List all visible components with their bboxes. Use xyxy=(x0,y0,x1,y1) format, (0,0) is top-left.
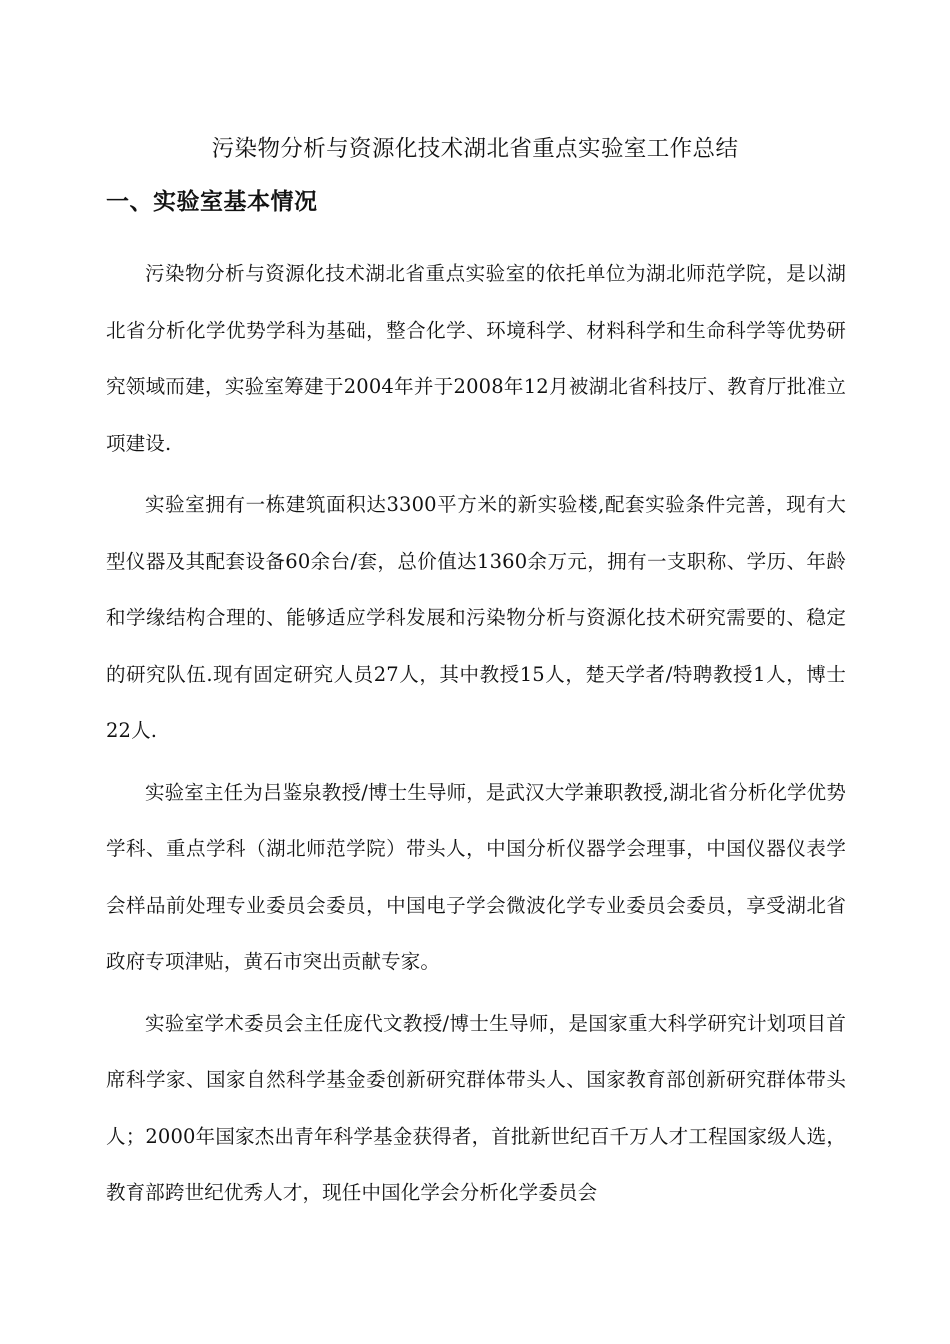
paragraph-committee-chair: 实验室学术委员会主任庞代文教授/博士生导师，是国家重大科学研究计划项目首席科学家、国家自然科学基金委创新研究群体带头人、国家教育部创新研究群体带头人；2000年国家杰出青年科学基金获得者，首批新世纪百千万人才工程国家级人选，教育部跨世纪优秀人才，现任中国化学会分析化学委员会 xyxy=(106,1011,846,1204)
section-heading-basic-info: 一、实验室基本情况 xyxy=(106,189,318,215)
paragraph-lab-director: 实验室主任为吕鉴泉教授/博士生导师，是武汉大学兼职教授,湖北省分析化学优势学科、重点学科（湖北师范学院）带头人，中国分析仪器学会理事，中国仪器仪表学会样品前处理专业委员会委员，中国电子学会微波化学专业委员会委员，享受湖北省政府专项津贴，黄石市突出贡献专家。 xyxy=(106,780,846,973)
section-body xyxy=(106,246,846,1227)
paragraph-lab-overview: 污染物分析与资源化技术湖北省重点实验室的依托单位为湖北师范学院，是以湖北省分析化学优势学科为基础，整合化学、环境科学、材料科学和生命科学等优势研究领域而建，实验室筹建于2004年并于2008年12月被湖北省科技厅、教育厅批准立项建设. xyxy=(106,262,846,455)
paragraph-facilities-staff: 实验室拥有一栋建筑面积达3300平方米的新实验楼,配套实验条件完善，现有大型仪器及其配套设备60余台/套，总价值达1360余万元，拥有一支职称、学历、年龄和学缘结构合理的、能够适应学科发展和污染物分析与资源化技术研究需要的、稳定的研究队伍.现有固定研究人员27人，其中教授15人，楚天学者/特聘教授1人，博士22人. xyxy=(106,493,846,742)
document-title: 污染物分析与资源化技术湖北省重点实验室工作总结 xyxy=(211,136,739,162)
